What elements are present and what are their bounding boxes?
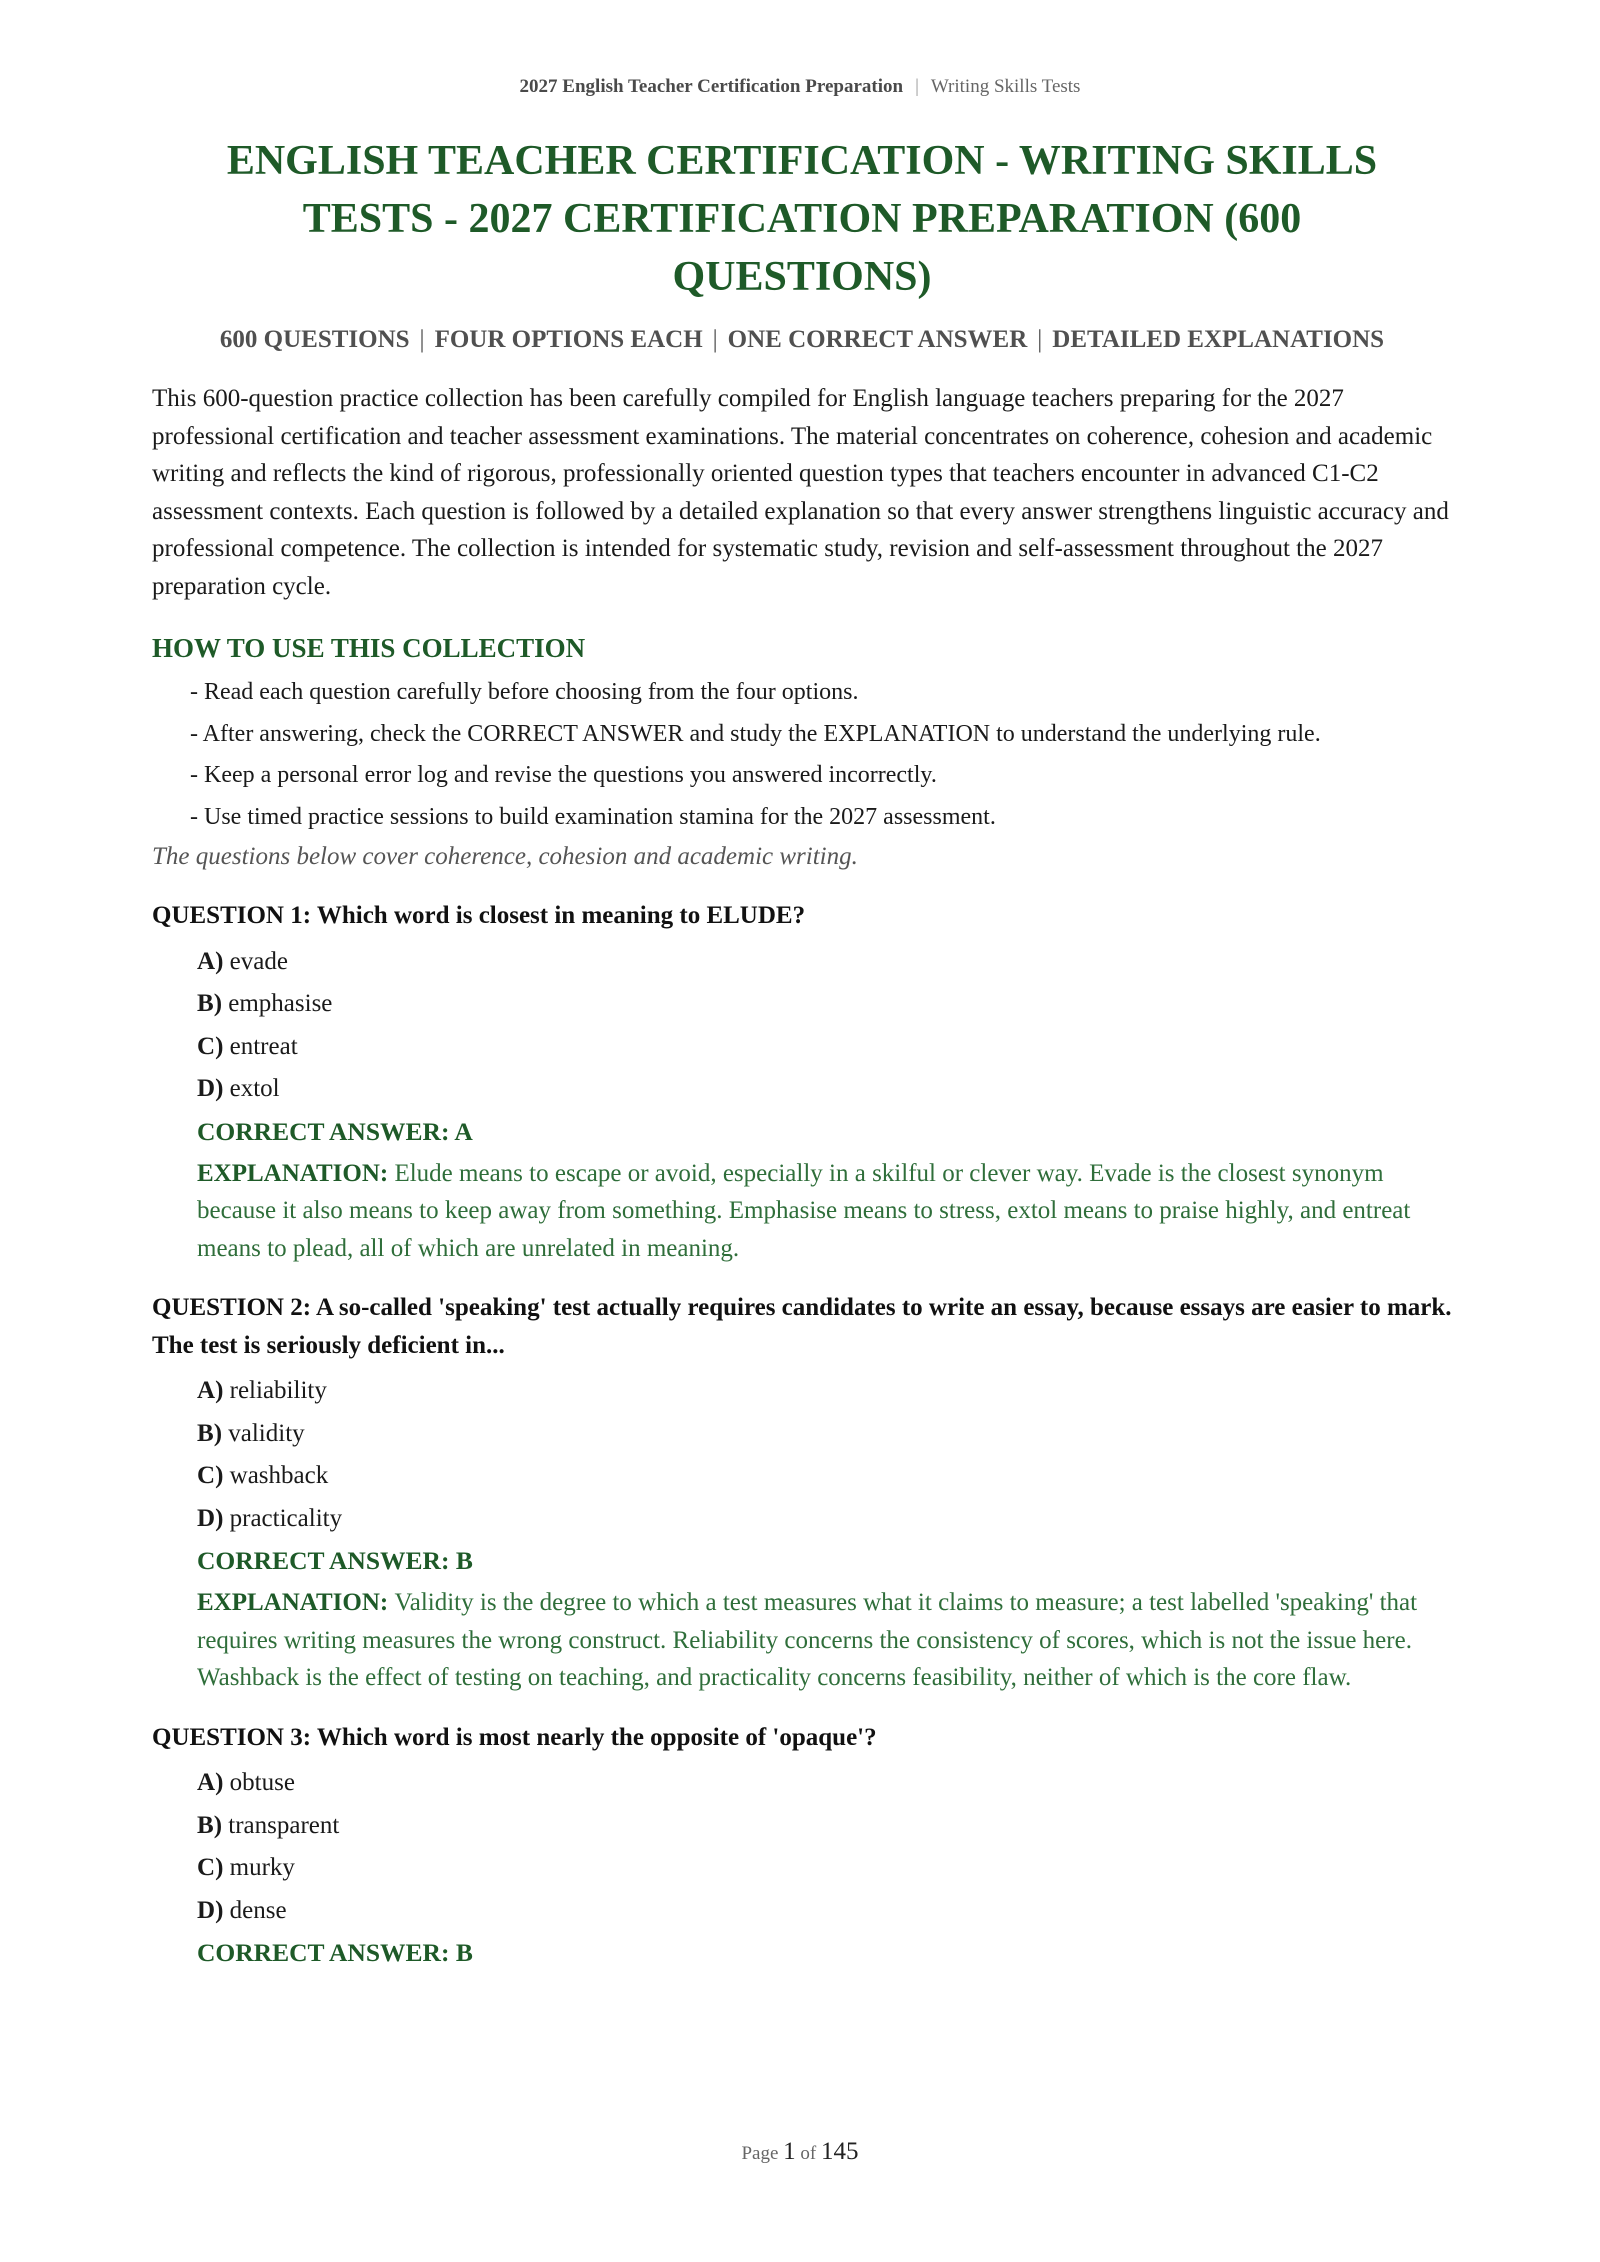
answer-block <box>152 1932 1452 1974</box>
option-text: practicality <box>229 1504 343 1532</box>
question-number: QUESTION 3 : <box>152 1724 317 1751</box>
page-total: 145 <box>821 2138 859 2165</box>
running-header-title: 2027 English Teacher Certification Preparation <box>519 76 904 97</box>
explanation-label: EXPLANATION: <box>197 1589 389 1616</box>
subtitle-item: 600 QUESTIONS <box>219 326 410 353</box>
question-prompt: A so-called 'speaking' test actually requires candidates to write an essay, because essays are easier to mark. The test is seriously deficient in... <box>152 1294 1452 1359</box>
document-subtitle <box>152 326 1452 354</box>
option-letter: D ) <box>197 1075 230 1102</box>
option-text: murky <box>229 1854 295 1881</box>
how-to-use-item: - Keep a personal error log and revise the questions you answered incorrectly. <box>190 762 937 788</box>
option-text: transparent <box>228 1811 340 1839</box>
option-letter: A ) <box>197 1769 230 1796</box>
coverage-note: The questions below cover coherence, cohesion and academic writing. <box>152 843 858 870</box>
question-prompt: Which word is closest in meaning to ELUDE? <box>316 902 806 929</box>
answer-option <box>197 1413 1452 1456</box>
option-letter: D ) <box>197 1505 230 1532</box>
answer-option <box>197 1498 1452 1541</box>
question-number: QUESTION 2 : <box>152 1294 316 1321</box>
subtitle-separator: | <box>712 326 718 353</box>
page-number: 1 <box>783 2138 796 2165</box>
running-header-separator: | <box>915 76 919 97</box>
question-block <box>152 897 1452 1267</box>
answer-option <box>197 1068 1452 1111</box>
document-title: ENGLISH TEACHER CERTIFICATION - WRITING SKILLS TESTS - 2027 CERTIFICATION PREPARATION (600 QUESTIONS) <box>226 138 1378 300</box>
how-to-use-item: - Read each question carefully before choosing from the four options. <box>190 679 859 705</box>
answer-option <box>197 983 1452 1026</box>
page-footer <box>0 2138 1600 2166</box>
answer-option <box>197 1890 1452 1933</box>
option-letter: D ) <box>197 1897 230 1924</box>
subtitle-separator: | <box>419 326 425 353</box>
explanation-text: Validity is the degree to which a test measures what it claims to measure; a test labelled 'speaking' that requires writing measures the wrong construct. Reliability concerns the consistency of scores, which is not the issue here. Washback is the effect of testing on teaching, and practicality concerns feasibility, neither of which is the core flaw. <box>197 1589 1418 1691</box>
subtitle-item: FOUR OPTIONS EACH <box>434 326 703 353</box>
option-text: obtuse <box>229 1769 295 1796</box>
question-number: QUESTION 1 : <box>152 902 317 929</box>
page-label: Page <box>741 2143 779 2164</box>
option-text: dense <box>229 1896 287 1924</box>
answer-option <box>197 1455 1452 1498</box>
option-letter: B ) <box>197 990 228 1017</box>
answer-option <box>197 1762 1452 1805</box>
answer-option <box>197 1805 1452 1848</box>
answer-option <box>197 1847 1452 1890</box>
option-text: emphasise <box>228 990 333 1017</box>
option-text: entreat <box>229 1032 298 1060</box>
option-letter: C ) <box>197 1462 230 1489</box>
question-text <box>152 1289 1452 1364</box>
subtitle-item: DETAILED EXPLANATIONS <box>1052 326 1385 353</box>
correct-answer: CORRECT ANSWER: B <box>197 1938 473 1967</box>
answer-option <box>197 1026 1452 1069</box>
subtitle-separator: | <box>1037 326 1043 353</box>
question-text <box>152 1719 1452 1757</box>
intro-paragraph: This 600-question practice collection has been carefully compiled for English language teachers preparing for the 2027 professional certification and teacher assessment examinations. The material concentrates on coherence, cohesion and academic writing and reflects the kind of rigorous, professionally oriented question types that teachers encounter in advanced C1-C2 assessment contexts. Each question is followed by a detailed explanation so that every answer strengthens linguistic accuracy and professional competence. The collection is intended for systematic study, revision and self-assessment throughout the 2027 preparation cycle. <box>152 385 1449 600</box>
answer-option <box>197 941 1452 984</box>
page-content <box>152 132 1452 1974</box>
page-of-label: of <box>800 2143 817 2164</box>
option-letter: B ) <box>197 1420 228 1447</box>
explanation-text: Elude means to escape or avoid, especially in a skilful or clever way. Evade is the closest synonym because it also means to keep away from something. Emphasise means to stress, extol means to praise highly, and entreat means to plead, all of which are unrelated in meaning. <box>197 1159 1411 1262</box>
answer-option <box>197 1370 1452 1413</box>
options-list <box>152 941 1452 1111</box>
explanation <box>197 1155 1452 1268</box>
option-letter: B ) <box>197 1812 228 1839</box>
explanation <box>197 1584 1452 1697</box>
how-to-use-item: - Use timed practice sessions to build examination stamina for the 2027 assessment. <box>190 803 996 830</box>
question-block <box>152 1719 1452 1975</box>
answer-block <box>152 1540 1452 1697</box>
subtitle-item: ONE CORRECT ANSWER <box>727 326 1028 353</box>
option-text: extol <box>229 1075 280 1102</box>
option-text: reliability <box>229 1377 327 1404</box>
option-letter: C ) <box>197 1033 230 1060</box>
option-letter: A ) <box>197 948 230 975</box>
question-prompt: Which word is most nearly the opposite of 'opaque'? <box>316 1723 877 1751</box>
option-text: evade <box>229 947 288 975</box>
explanation-label: EXPLANATION: <box>197 1159 389 1187</box>
running-header-section: Writing Skills Tests <box>930 76 1081 97</box>
option-text: validity <box>228 1419 305 1447</box>
options-list <box>152 1762 1452 1932</box>
option-text: washback <box>229 1462 329 1489</box>
running-header <box>0 76 1600 98</box>
question-text <box>152 897 1452 935</box>
answer-block <box>152 1111 1452 1268</box>
how-to-use-item: - After answering, check the CORRECT ANSWER and study the EXPLANATION to understand the underlying rule. <box>190 720 1321 747</box>
question-block <box>152 1289 1452 1697</box>
correct-answer: CORRECT ANSWER: B <box>197 1546 473 1575</box>
how-to-use-list <box>152 675 1452 834</box>
how-to-use-heading: HOW TO USE THIS COLLECTION <box>152 633 586 663</box>
option-letter: C ) <box>197 1854 230 1881</box>
options-list <box>152 1370 1452 1540</box>
option-letter: A ) <box>197 1377 230 1404</box>
correct-answer: CORRECT ANSWER: A <box>197 1116 473 1146</box>
